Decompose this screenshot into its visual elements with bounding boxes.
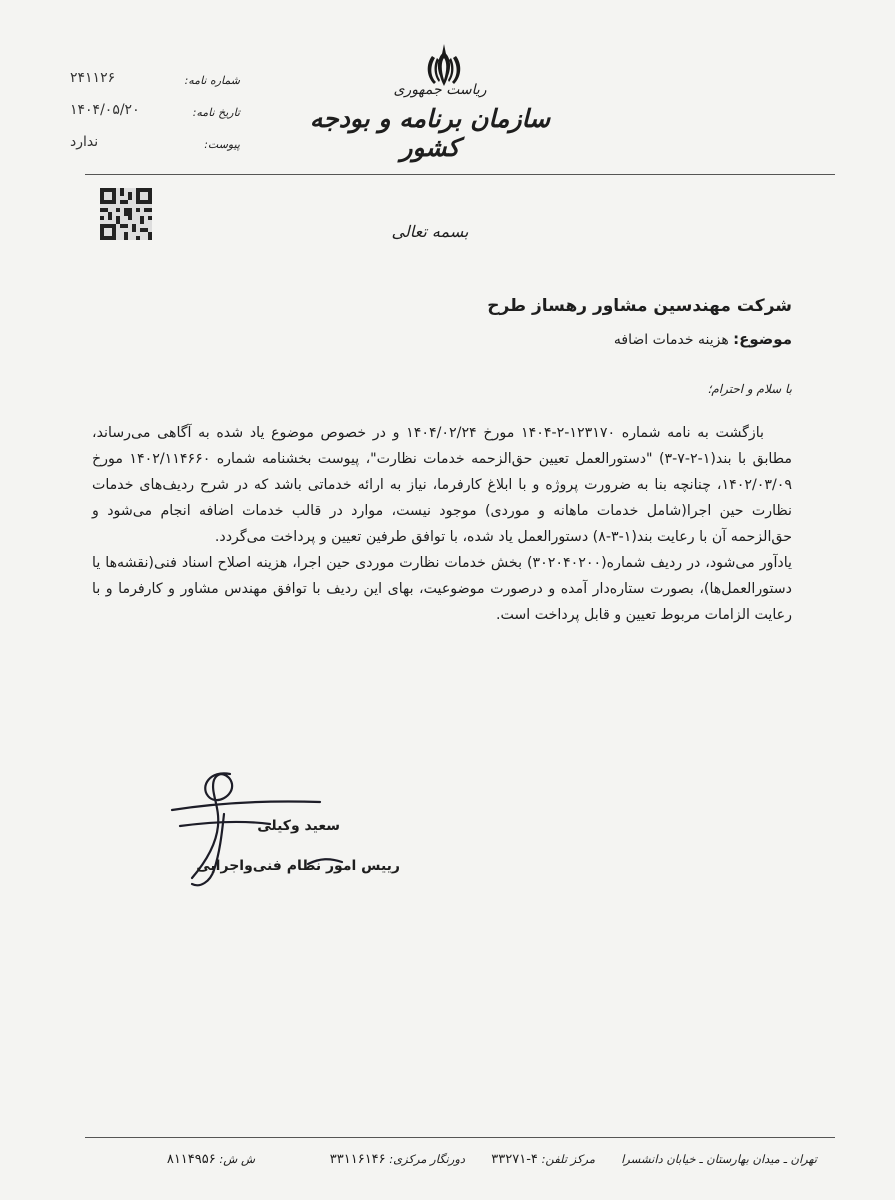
body-paragraph-2: یادآور می‌شود، در ردیف شماره(۳۰۲۰۴۰۲۰۰) بخش خدمات نظارت موردی حین اجرا، هزینه اصلاح اسناد فنی(نقشه‌ها یا دستورالعمل‌ها)، بصورت ستاره‌دار آمده و درصورت موضوعیت، بهای این ردیف با توافق مهندس مشاور و کارفرما و با رعایت الزامات مربوط تعیین و قابل پرداخت است. [92,555,792,623]
footer-id-value: ۸۱۱۴۹۵۶ [166,1152,216,1167]
footer-fax-value: ۳۳۱۱۶۱۴۶ [329,1152,386,1167]
subject-line [614,330,792,348]
header-divider [85,174,835,175]
qr-code-icon [100,188,152,240]
addressee: شرکت مهندسین مشاور رهساز طرح [487,296,792,316]
subject-value: هزینه خدمات اضافه [613,332,729,348]
signer-title: رییس امور نظام فنی‌واجرایی [196,858,400,874]
footer-divider [85,1137,835,1138]
footer-id [167,1152,255,1167]
footer-fax [330,1152,465,1167]
org-name: سازمان برنامه و بودجه کشور [309,104,551,162]
subject-label: موضوع: [733,330,792,348]
letter-number-value: ۲۴۱۱۲۶ [70,70,116,86]
letter-body [92,420,792,628]
letter-date-row [60,102,240,124]
letter-date-value: ۱۴۰۴/۰۵/۲۰ [70,102,140,118]
footer-fax-label: دورنگار مرکزی: [389,1152,465,1166]
footer-phone-label: مرکز تلفن: [541,1152,595,1166]
attachment-row [60,134,240,156]
footer-id-label: ش ش: [219,1152,255,1166]
org-parent-name: ریاست جمهوری [393,82,487,98]
signer-name: سعید وکیلی [257,818,340,834]
footer-phone [491,1152,595,1167]
letter-number-row [60,70,240,92]
letter-number-label: شماره نامه: [184,74,240,87]
greeting: با سلام و احترام؛ [707,382,792,396]
footer-phone-value: ۴-۳۳۲۷۱ [491,1152,538,1167]
attachment-label: پیوست: [204,138,240,151]
letter-date-label: تاریخ نامه: [192,106,240,119]
attachment-value: ندارد [70,134,99,150]
footer-address: تهران ـ میدان بهارستان ـ خیابان دانشسرا [621,1152,817,1166]
invocation: بسمه تعالی [391,222,469,241]
body-paragraph-1: بازگشت به نامه شماره ۱۲۳۱۷۰-۲-۱۴۰۴ مورخ ۱۴۰۴/۰۲/۲۴ و در خصوص موضوع یاد شده به آگاهی می‌رساند، مطابق با بند(۱-۲-۷-۳) "دستورالعمل تعیین حق‌الزحمه خدمات نظارت"، پیوست بخشنامه شماره ۱۴۰۲/۱۱۴۶۶۰ مورخ ۱۴۰۲/۰۳/۰۹، چنانچه بنا به ضرورت پروژه و با ابلاغ کارفرما، نیاز به ارائه خدماتی باشد که در شرح ردیف‌های خدمات نظارت حین اجرا(شامل خدمات ماهانه و موردی) موجود نیست، موارد در قالب خدمات اضافه انجام می‌شود و حق‌الزحمه آن با رعایت بند(۱-۳-۸) دستورالعمل یاد شده، با توافق طرفین تعیین و پرداخت می‌گردد. [92,425,792,545]
